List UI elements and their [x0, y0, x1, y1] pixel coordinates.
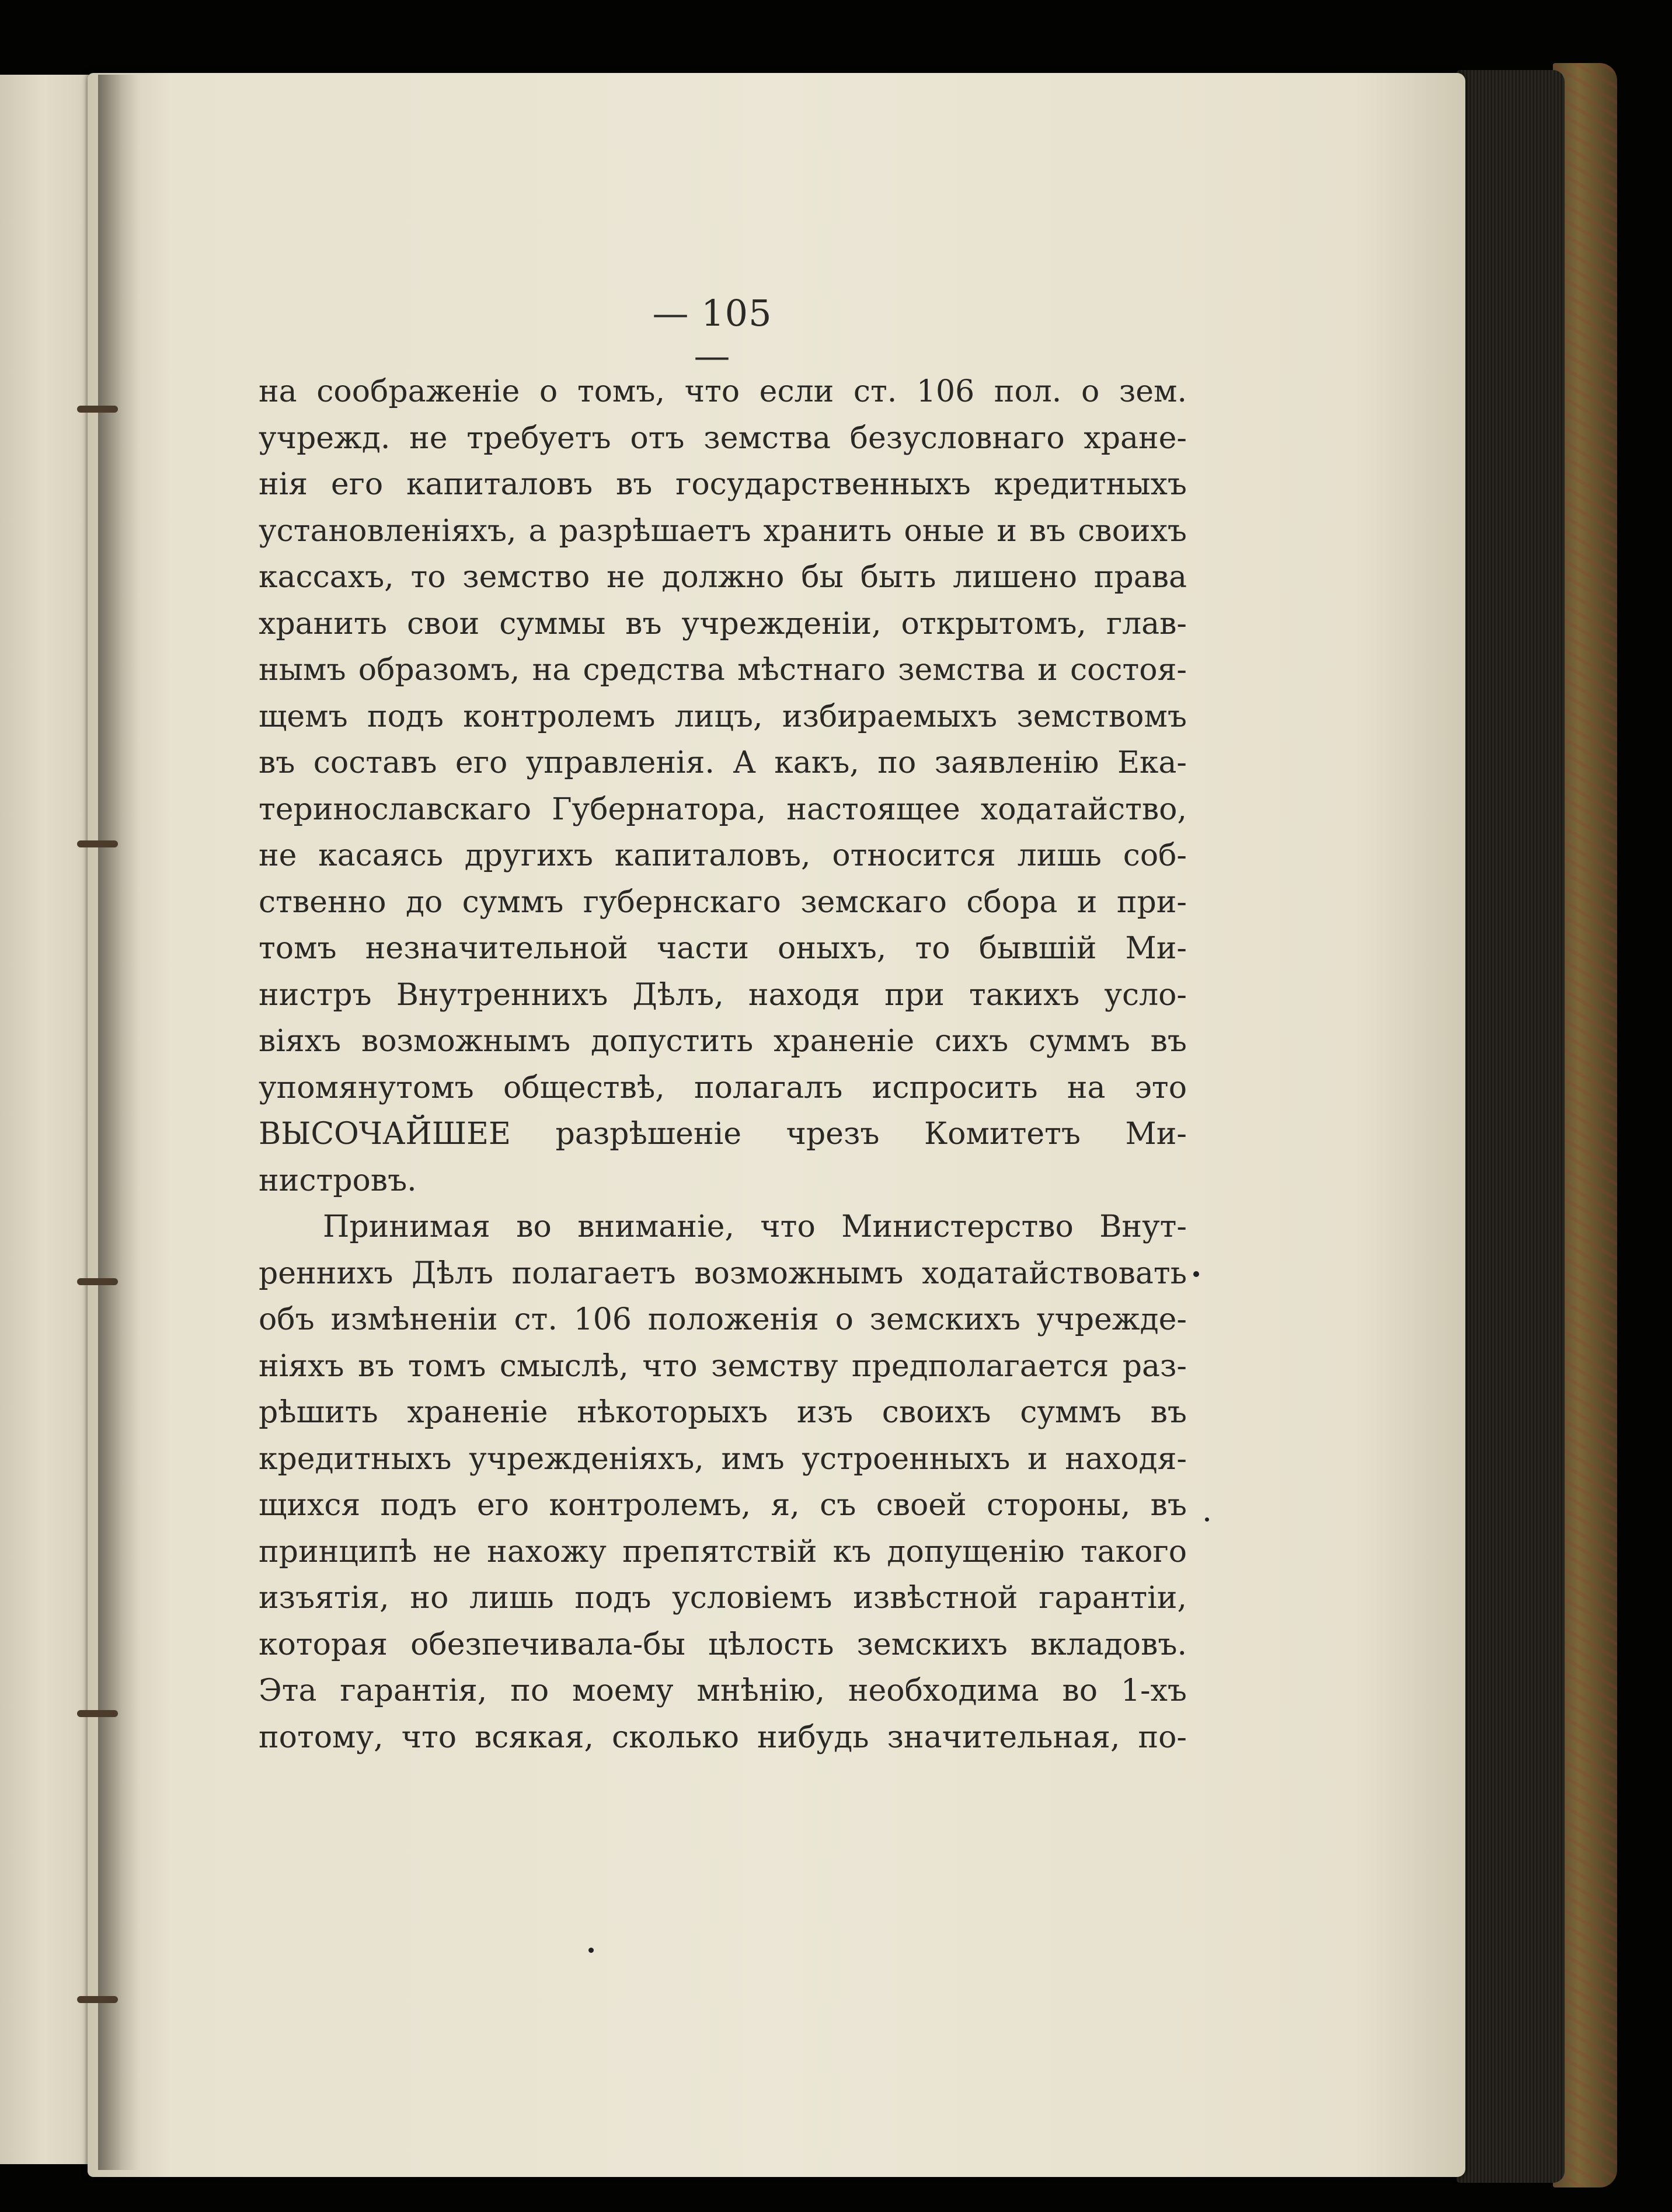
text-line: щихся подъ его контролемъ, я, съ своей стороны, въ [259, 1488, 1187, 1523]
text-line: хранить свои суммы въ учрежденіи, открытомъ, глав- [259, 606, 1187, 641]
body-text [259, 369, 1187, 1761]
text-line: теринославскаго Губернатора, настоящее ходатайство, [259, 791, 1187, 827]
binding-thread [77, 406, 118, 413]
binding-gutter [98, 75, 139, 2170]
text-line: ственно до суммъ губернскаго земскаго сбора и при- [259, 884, 1187, 920]
text-line: ніяхъ въ томъ смыслѣ, что земству предполагается раз- [259, 1348, 1187, 1384]
text-line: принципѣ не нахожу препятствій къ допущенію такого [259, 1534, 1187, 1569]
text-line: кредитныхъ учрежденіяхъ, имъ устроенныхъ и находя- [259, 1441, 1187, 1477]
text-line: упомянутомъ обществѣ, полагалъ испросить на это [259, 1070, 1187, 1105]
text-line: на соображеніе о томъ, что если ст. 106 пол. о зем. [259, 374, 1187, 409]
ink-speck [1193, 1271, 1199, 1277]
text-line: щемъ подъ контролемъ лицъ, избираемыхъ земствомъ [259, 699, 1187, 734]
text-line: нистръ Внутреннихъ Дѣлъ, находя при такихъ усло- [259, 977, 1187, 1013]
text-line: кассахъ, то земство не должно бы быть лишено права [259, 560, 1187, 595]
text-line: Эта гарантія, по моему мнѣнію, необходима во 1-хъ [259, 1673, 1187, 1708]
text-line: ВЫСОЧАЙШЕЕ разрѣшеніе чрезъ Комитетъ Ми- [259, 1117, 1187, 1152]
text-line: віяхъ возможнымъ допустить храненіе сихъ суммъ въ [259, 1024, 1187, 1059]
text-line: нымъ образомъ, на средства мѣстнаго земства и состоя- [259, 653, 1187, 688]
text-line: потому, что всякая, сколько нибудь значительная, по- [259, 1719, 1187, 1755]
page-block-edges [1457, 70, 1565, 2183]
ink-speck [1205, 1517, 1209, 1522]
text-line: въ составъ его управленія. А какъ, по заявленію Ека- [259, 745, 1187, 780]
binding-thread [77, 1710, 118, 1717]
text-line: нистровъ. [259, 1163, 417, 1198]
text-line: объ измѣненіи ст. 106 положенія о земскихъ учрежде- [259, 1302, 1187, 1337]
text-line: учрежд. не требуетъ отъ земства безусловнаго хране- [259, 420, 1187, 456]
binding-thread [77, 840, 118, 847]
text-line: нія его капиталовъ въ государственныхъ кредитныхъ [259, 467, 1187, 502]
text-line: установленіяхъ, а разрѣшаетъ хранить оные и въ своихъ [259, 513, 1187, 549]
binding-thread [77, 1278, 118, 1285]
page-number: — 105 — [652, 292, 772, 377]
text-line: которая обезпечивала-бы цѣлость земскихъ вкладовъ. [259, 1627, 1187, 1662]
text-line: изъятія, но лишь подъ условіемъ извѣстной гарантіи, [259, 1581, 1187, 1616]
text-line: Принимая во вниманіе, что Министерство Внут- [323, 1209, 1187, 1244]
binding-thread [77, 1996, 118, 2003]
text-line: рѣшить храненіе нѣкоторыхъ изъ своихъ суммъ въ [259, 1395, 1187, 1430]
text-line: не касаясь другихъ капиталовъ, относится лишь соб- [259, 838, 1187, 873]
text-line: томъ незначительной части оныхъ, то бывшій Ми- [259, 931, 1187, 966]
ink-speck [588, 1948, 594, 1953]
text-line: реннихъ Дѣлъ полагаетъ возможнымъ ходатайствовать [259, 1255, 1187, 1291]
